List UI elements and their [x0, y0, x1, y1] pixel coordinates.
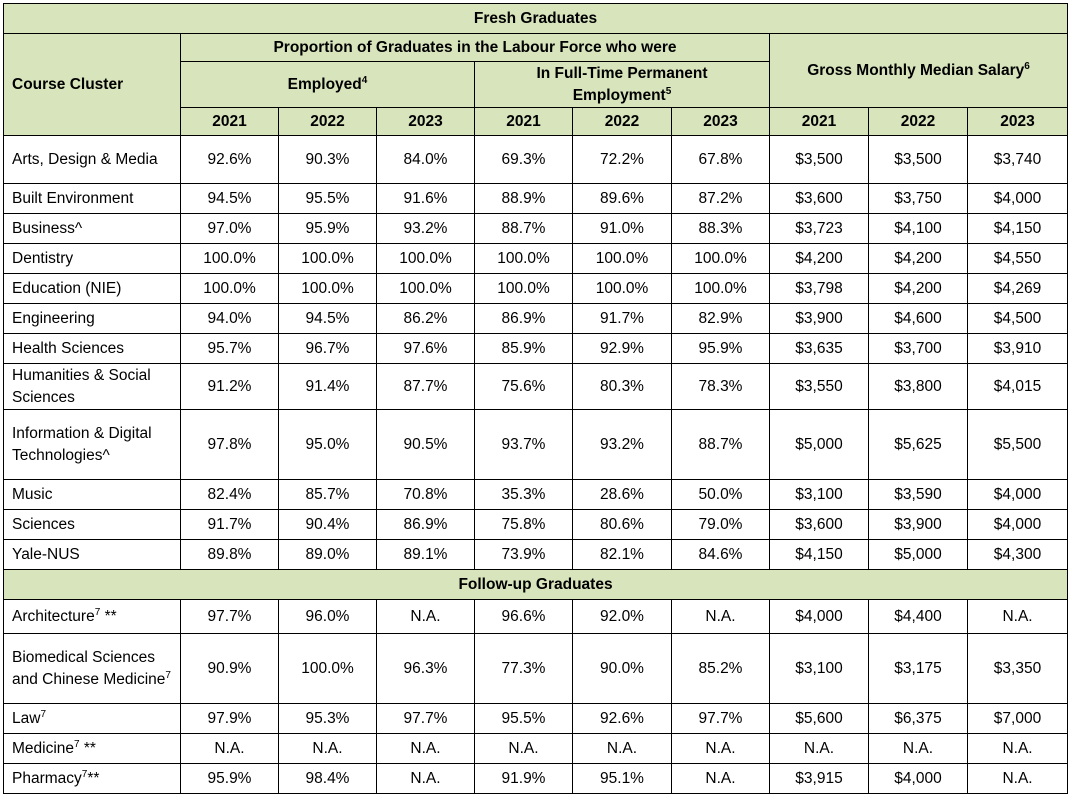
fresh-graduates-body [4, 136, 1068, 570]
value-cell: $3,798 [770, 274, 869, 304]
value-cell: 90.3% [279, 136, 377, 184]
value-cell: 93.2% [573, 410, 672, 480]
course-cluster-cell: Arts, Design & Media [4, 136, 181, 184]
value-cell: $4,000 [968, 510, 1068, 540]
value-cell: 82.9% [672, 304, 770, 334]
course-cluster-cell: Architecture$^7$ ** [4, 600, 181, 634]
table-row [4, 510, 1068, 540]
value-cell: 95.1% [573, 764, 672, 794]
course-cluster-cell: Biomedical Sciences and Chinese Medicine$^7$ [4, 634, 181, 704]
value-cell: 95.5% [279, 184, 377, 214]
graduate-employment-table [3, 3, 1068, 794]
value-cell: $5,600 [770, 704, 869, 734]
value-cell: $4,000 [968, 480, 1068, 510]
table-row [4, 304, 1068, 334]
value-cell: $3,750 [869, 184, 968, 214]
value-cell: N.A. [672, 734, 770, 764]
value-cell: 77.3% [475, 634, 573, 704]
value-cell: $4,600 [869, 304, 968, 334]
value-cell: $3,175 [869, 634, 968, 704]
year-header: 2021 [475, 108, 573, 136]
value-cell: $4,400 [869, 600, 968, 634]
value-cell: 91.6% [377, 184, 475, 214]
value-cell: 93.2% [377, 214, 475, 244]
course-cluster-header: Course Cluster [4, 34, 181, 136]
value-cell: 86.9% [377, 510, 475, 540]
value-cell: 89.0% [279, 540, 377, 570]
year-header: 2022 [573, 108, 672, 136]
followup-graduates-title: Follow-up Graduates [4, 570, 1068, 600]
course-cluster-cell: Education (NIE) [4, 274, 181, 304]
value-cell: 90.5% [377, 410, 475, 480]
table-row [4, 214, 1068, 244]
table-row [4, 136, 1068, 184]
table-row [4, 734, 1068, 764]
value-cell: $4,000 [770, 600, 869, 634]
value-cell: 90.0% [573, 634, 672, 704]
value-cell: 82.1% [573, 540, 672, 570]
value-cell: N.A. [672, 600, 770, 634]
value-cell: $4,500 [968, 304, 1068, 334]
value-cell: 100.0% [279, 634, 377, 704]
value-cell: 87.2% [672, 184, 770, 214]
value-cell: 91.7% [181, 510, 279, 540]
value-cell: $4,200 [869, 274, 968, 304]
value-cell: $4,000 [869, 764, 968, 794]
value-cell: 96.3% [377, 634, 475, 704]
course-cluster-cell: Engineering [4, 304, 181, 334]
value-cell: N.A. [968, 764, 1068, 794]
value-cell: 100.0% [573, 244, 672, 274]
value-cell: 78.3% [672, 364, 770, 410]
value-cell: 94.5% [279, 304, 377, 334]
value-cell: 67.8% [672, 136, 770, 184]
value-cell: $3,550 [770, 364, 869, 410]
value-cell: $3,900 [869, 510, 968, 540]
value-cell: 87.7% [377, 364, 475, 410]
table-row [4, 704, 1068, 734]
value-cell: N.A. [573, 734, 672, 764]
value-cell: 92.9% [573, 334, 672, 364]
value-cell: 96.7% [279, 334, 377, 364]
value-cell: $4,015 [968, 364, 1068, 410]
year-header: 2021 [770, 108, 869, 136]
value-cell: $3,915 [770, 764, 869, 794]
value-cell: 88.9% [475, 184, 573, 214]
value-cell: $3,600 [770, 510, 869, 540]
value-cell: $3,900 [770, 304, 869, 334]
value-cell: 92.6% [573, 704, 672, 734]
value-cell: $4,550 [968, 244, 1068, 274]
table-row [4, 334, 1068, 364]
value-cell: 90.4% [279, 510, 377, 540]
year-header: 2022 [869, 108, 968, 136]
course-cluster-cell: Sciences [4, 510, 181, 540]
value-cell: 97.7% [377, 704, 475, 734]
followup-graduates-body [4, 570, 1068, 794]
salary-header: Gross Monthly Median Salary$^6$ [770, 34, 1068, 108]
course-cluster-cell: Dentistry [4, 244, 181, 274]
value-cell: 100.0% [279, 244, 377, 274]
course-cluster-cell: Medicine$^7$ ** [4, 734, 181, 764]
table-row [4, 184, 1068, 214]
value-cell: N.A. [377, 764, 475, 794]
value-cell: 100.0% [377, 274, 475, 304]
value-cell: $4,000 [968, 184, 1068, 214]
year-header: 2022 [279, 108, 377, 136]
value-cell: 100.0% [475, 244, 573, 274]
value-cell: 95.7% [181, 334, 279, 364]
value-cell: 84.6% [672, 540, 770, 570]
value-cell: 86.9% [475, 304, 573, 334]
value-cell: 97.7% [181, 600, 279, 634]
value-cell: 75.8% [475, 510, 573, 540]
value-cell: 85.7% [279, 480, 377, 510]
value-cell: 95.5% [475, 704, 573, 734]
value-cell: 100.0% [279, 274, 377, 304]
value-cell: 94.5% [181, 184, 279, 214]
value-cell: 97.9% [181, 704, 279, 734]
value-cell: $3,600 [770, 184, 869, 214]
value-cell: $4,300 [968, 540, 1068, 570]
table-row [4, 410, 1068, 480]
value-cell: 82.4% [181, 480, 279, 510]
value-cell: 92.0% [573, 600, 672, 634]
course-cluster-cell: Built Environment [4, 184, 181, 214]
year-header: 2021 [181, 108, 279, 136]
table-row [4, 540, 1068, 570]
course-cluster-cell: Pharmacy$^7$** [4, 764, 181, 794]
value-cell: 88.7% [475, 214, 573, 244]
fresh-graduates-title: Fresh Graduates [4, 4, 1068, 34]
value-cell: 94.0% [181, 304, 279, 334]
value-cell: 89.1% [377, 540, 475, 570]
value-cell: 95.9% [672, 334, 770, 364]
value-cell: 91.4% [279, 364, 377, 410]
value-cell: 98.4% [279, 764, 377, 794]
value-cell: 89.8% [181, 540, 279, 570]
value-cell: 96.6% [475, 600, 573, 634]
value-cell: $3,740 [968, 136, 1068, 184]
value-cell: $4,150 [968, 214, 1068, 244]
value-cell: 95.9% [279, 214, 377, 244]
table-row [4, 764, 1068, 794]
value-cell: 50.0% [672, 480, 770, 510]
course-cluster-cell: Law$^7$ [4, 704, 181, 734]
value-cell: $3,910 [968, 334, 1068, 364]
value-cell: 97.8% [181, 410, 279, 480]
value-cell: 97.0% [181, 214, 279, 244]
year-header: 2023 [672, 108, 770, 136]
value-cell: 93.7% [475, 410, 573, 480]
fulltime-header: In Full-Time Permanent Employment$^5$ [475, 62, 770, 108]
value-cell: 70.8% [377, 480, 475, 510]
value-cell: 86.2% [377, 304, 475, 334]
course-cluster-cell: Business^ [4, 214, 181, 244]
value-cell: 91.7% [573, 304, 672, 334]
course-cluster-cell: Humanities & Social Sciences [4, 364, 181, 410]
value-cell: $5,500 [968, 410, 1068, 480]
value-cell: 88.3% [672, 214, 770, 244]
value-cell: $3,350 [968, 634, 1068, 704]
value-cell: $4,150 [770, 540, 869, 570]
table-row [4, 480, 1068, 510]
value-cell: $3,800 [869, 364, 968, 410]
value-cell: 92.6% [181, 136, 279, 184]
value-cell: $3,100 [770, 634, 869, 704]
value-cell: $4,269 [968, 274, 1068, 304]
value-cell: 75.6% [475, 364, 573, 410]
value-cell: 88.7% [672, 410, 770, 480]
value-cell: N.A. [672, 764, 770, 794]
course-cluster-cell: Health Sciences [4, 334, 181, 364]
course-cluster-cell: Yale-NUS [4, 540, 181, 570]
value-cell: 91.9% [475, 764, 573, 794]
table-row [4, 244, 1068, 274]
value-cell: 95.0% [279, 410, 377, 480]
value-cell: 91.0% [573, 214, 672, 244]
value-cell: N.A. [181, 734, 279, 764]
year-header: 2023 [377, 108, 475, 136]
value-cell: $3,500 [869, 136, 968, 184]
value-cell: 100.0% [377, 244, 475, 274]
value-cell: 97.6% [377, 334, 475, 364]
value-cell: N.A. [968, 600, 1068, 634]
value-cell: $5,000 [770, 410, 869, 480]
value-cell: N.A. [968, 734, 1068, 764]
value-cell: 69.3% [475, 136, 573, 184]
value-cell: $3,700 [869, 334, 968, 364]
value-cell: 73.9% [475, 540, 573, 570]
value-cell: 95.9% [181, 764, 279, 794]
value-cell: N.A. [377, 734, 475, 764]
value-cell: 95.3% [279, 704, 377, 734]
value-cell: 79.0% [672, 510, 770, 540]
value-cell: 72.2% [573, 136, 672, 184]
value-cell: 100.0% [672, 274, 770, 304]
value-cell: $7,000 [968, 704, 1068, 734]
value-cell: 80.3% [573, 364, 672, 410]
year-header: 2023 [968, 108, 1068, 136]
value-cell: N.A. [377, 600, 475, 634]
table-row [4, 634, 1068, 704]
value-cell: 80.6% [573, 510, 672, 540]
value-cell: 90.9% [181, 634, 279, 704]
value-cell: $6,375 [869, 704, 968, 734]
value-cell: $3,100 [770, 480, 869, 510]
value-cell: 96.0% [279, 600, 377, 634]
value-cell: $4,100 [869, 214, 968, 244]
value-cell: $3,500 [770, 136, 869, 184]
value-cell: 97.7% [672, 704, 770, 734]
value-cell: $4,200 [869, 244, 968, 274]
value-cell: N.A. [475, 734, 573, 764]
value-cell: 84.0% [377, 136, 475, 184]
table-row [4, 274, 1068, 304]
value-cell: 100.0% [181, 274, 279, 304]
value-cell: N.A. [279, 734, 377, 764]
value-cell: 85.2% [672, 634, 770, 704]
table-row [4, 600, 1068, 634]
value-cell: $4,200 [770, 244, 869, 274]
value-cell: $3,635 [770, 334, 869, 364]
value-cell: 89.6% [573, 184, 672, 214]
value-cell: N.A. [869, 734, 968, 764]
value-cell: 85.9% [475, 334, 573, 364]
value-cell: $3,590 [869, 480, 968, 510]
value-cell: 100.0% [672, 244, 770, 274]
value-cell: 28.6% [573, 480, 672, 510]
proportion-group-header: Proportion of Graduates in the Labour Force who were [181, 34, 770, 62]
table-row [4, 364, 1068, 410]
employed-header: Employed$^4$ [181, 62, 475, 108]
value-cell: $5,000 [869, 540, 968, 570]
value-cell: $3,723 [770, 214, 869, 244]
course-cluster-cell: Music [4, 480, 181, 510]
value-cell: 100.0% [475, 274, 573, 304]
course-cluster-cell: Information & Digital Technologies^ [4, 410, 181, 480]
value-cell: $5,625 [869, 410, 968, 480]
value-cell: 35.3% [475, 480, 573, 510]
value-cell: N.A. [770, 734, 869, 764]
value-cell: 100.0% [181, 244, 279, 274]
value-cell: 100.0% [573, 274, 672, 304]
value-cell: 91.2% [181, 364, 279, 410]
